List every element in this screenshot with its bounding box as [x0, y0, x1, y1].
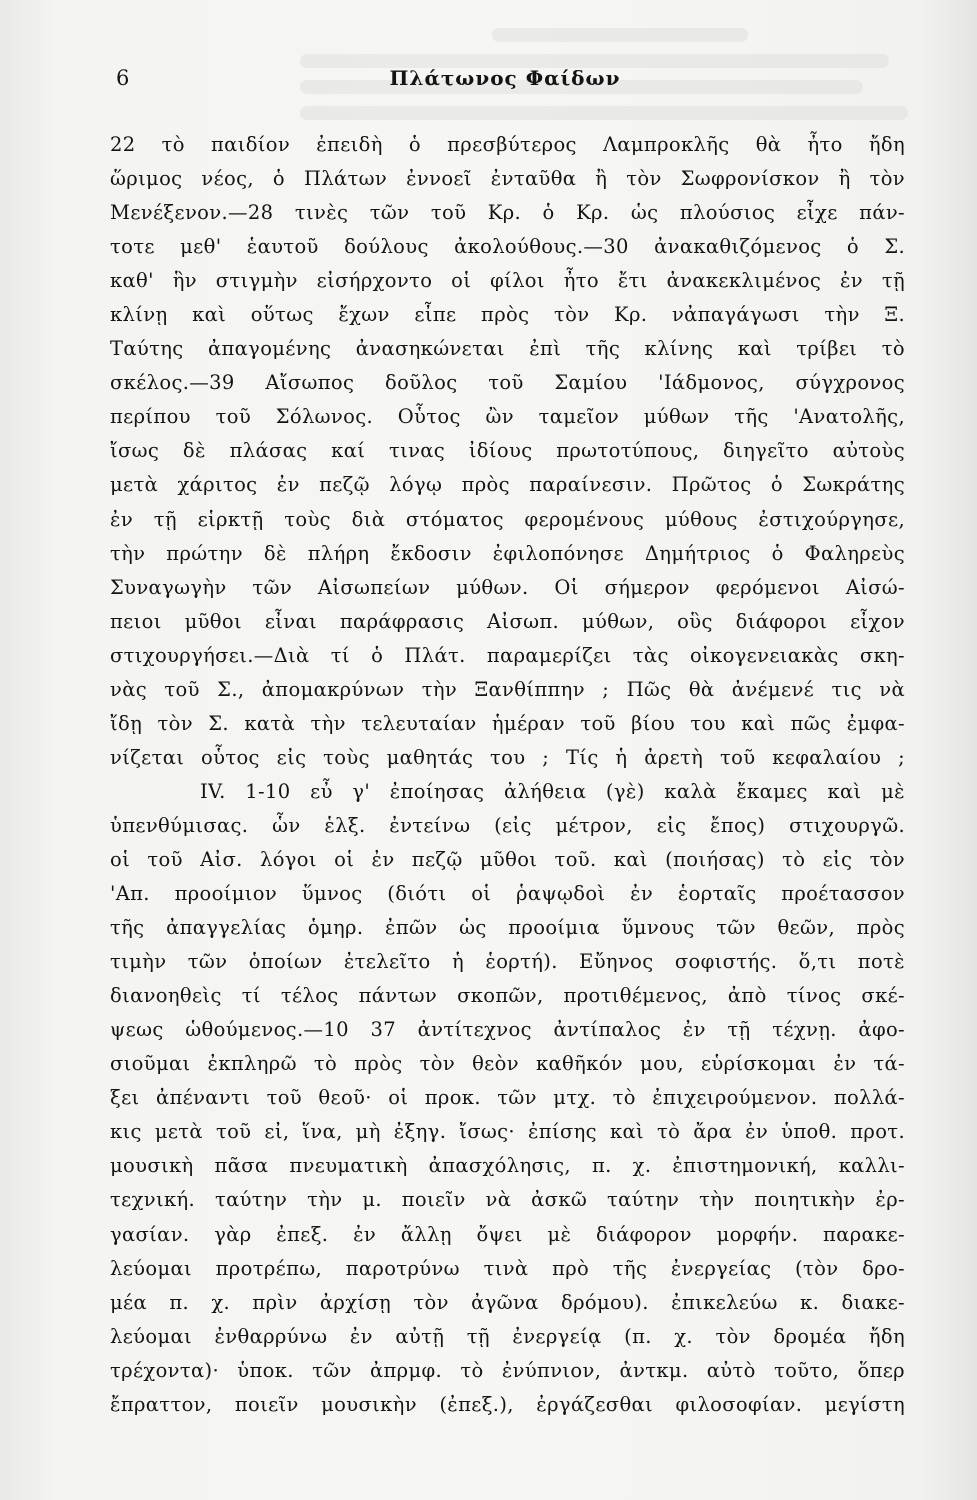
commentary-text — [110, 128, 905, 1448]
text-line: τοτε μεθ' ἑαυτοῦ δούλους ἀκολούθους.—30 ἀνακαθιζόμενος ὁ Σ. — [110, 235, 905, 259]
text-line: κλίνῃ καὶ οὕτως ἔχων εἶπε πρὸς τὸν Κρ. νἀπαγάγωσι τὴν Ξ. — [110, 303, 905, 327]
text-line: μουσικὴ πᾶσα πνευματικὴ ἀπασχόλησις, π. χ. ἐπιστημονική, καλλι- — [110, 1154, 905, 1178]
text-line: Συναγωγὴν τῶν Αἰσωπείων μύθων. Οἱ σήμερον φερόμενοι Αἰσώ- — [110, 575, 905, 599]
text-line: τεχνική. ταύτην τὴν μ. ποιεῖν νὰ ἀσκῶ ταύτην τὴν ποιητικὴν ἐρ- — [110, 1188, 905, 1212]
text-line: καθ' ἣν στιγμὴν εἰσήρχοντο οἱ φίλοι ἦτο ἔτι ἀνακεκλιμένος ἐν τῇ — [110, 269, 905, 293]
text-line: γασίαν. γὰρ ἐπεξ. ἐν ἄλλῃ ὄψει μὲ διάφορον μορφήν. παρακε- — [110, 1222, 905, 1246]
text-line: ἐν τῇ εἱρκτῇ τοὺς διὰ στόματος φερομένους μύθους ἐστιχούργησε, — [110, 507, 905, 531]
text-line: 'Απ. προοίμιον ὕμνος (διότι οἱ ῥαψῳδοὶ ἐν ἑορταῖς προέτασσον — [110, 882, 905, 906]
text-line: ἴδῃ τὸν Σ. κατὰ τὴν τελευταίαν ἡμέραν τοῦ βίου του καὶ πῶς ἐμφα- — [110, 711, 905, 735]
section-start-line: IV. 1-10 εὖ γ' ἐποίησας ἀλήθεια (γὲ) καλὰ ἔκαμες καὶ μὲ — [200, 779, 905, 803]
page-header — [110, 66, 900, 100]
text-line: σιοῦμαι ἐκπληρῶ τὸ πρὸς τὸν θεὸν καθῆκόν μου, εὑρίσκομαι ἐν τά- — [110, 1052, 905, 1076]
text-line: στιχουργήσει.—Διὰ τί ὁ Πλάτ. παραμερίζει τὰς οἰκογενειακὰς σκη- — [110, 643, 905, 667]
text-line: νίζεται οὗτος εἰς τοὺς μαθητάς του ; Τίς ἡ ἀρετὴ τοῦ κεφαλαίου ; — [110, 745, 905, 769]
text-line: πειοι μῦθοι εἶναι παράφρασις Αἰσωπ. μύθων, οὓς διάφοροι εἶχον — [110, 609, 905, 633]
text-line: μέα π. χ. πρὶν ἀρχίσῃ τὸν ἀγῶνα δρόμου). ἐπικελεύω κ. διακε- — [110, 1290, 905, 1314]
text-line: Μενέξενον.—28 τινὲς τῶν τοῦ Κρ. ὁ Κρ. ὡς πλούσιος εἶχε πάν- — [110, 201, 905, 225]
text-line: τὴν πρώτην δὲ πλήρη ἔκδοσιν ἐφιλοπόνησε Δημήτριος ὁ Φαληρεὺς — [110, 541, 905, 565]
text-line: ἴσως δὲ πλάσας καί τινας ἰδίους πρωτοτύπους, διηγεῖτο αὐτοὺς — [110, 439, 905, 463]
text-line: διανοηθεὶς τί τέλος πάντων σκοπῶν, προτιθέμενος, ἀπὸ τίνος σκέ- — [110, 984, 905, 1008]
page-number: 6 — [116, 66, 130, 90]
text-line: Ταύτης ἀπαγομένης ἀνασηκώνεται ἐπὶ τῆς κλίνης καὶ τρίβει τὸ — [110, 337, 905, 361]
text-line: ξει ἀπέναντι τοῦ θεοῦ· οἱ προκ. τῶν μτχ. τὸ ἐπιχειρούμενον. πολλά- — [110, 1086, 905, 1110]
text-line: λεύομαι ἐνθαρρύνω ἐν αὐτῇ τῇ ἐνεργείᾳ (π. χ. τὸν δρομέα ἤδη — [110, 1324, 905, 1348]
text-line: περίπου τοῦ Σόλωνος. Οὗτος ὢν ταμεῖον μύθων τῆς 'Ανατολῆς, — [110, 405, 905, 429]
text-line: τιμὴν τῶν ὁποίων ἐτελεῖτο ἡ ἑορτή). Εὔηνος σοφιστής. ὅ,τι ποτὲ — [110, 950, 905, 974]
text-line: ὥριμος νέος, ὁ Πλάτων ἐννοεῖ ἐνταῦθα ἢ τὸν Σωφρονίσκον ἢ τὸν — [110, 167, 905, 191]
text-line: λεύομαι προτρέπω, παροτρύνω τινὰ πρὸ τῆς ἐνεργείας (τὸν δρο- — [110, 1256, 905, 1280]
running-title: Πλάτωνος Φαίδων — [389, 66, 621, 90]
text-line: 22 τὸ παιδίον ἐπειδὴ ὁ πρεσβύτερος Λαμπροκλῆς θὰ ἦτο ἤδη — [110, 133, 905, 156]
text-line: μετὰ χάριτος ἐν πεζῷ λόγῳ πρὸς παραίνεσιν. Πρῶτος ὁ Σωκράτης — [110, 473, 905, 497]
text-line: σκέλος.—39 Αἴσωπος δοῦλος τοῦ Σαμίου 'Ιάδμονος, σύγχρονος — [110, 371, 905, 395]
text-line: οἱ τοῦ Αἰσ. λόγοι οἱ ἐν πεζῷ μῦθοι τοῦ. καὶ (ποιήσας) τὸ εἰς τὸν — [110, 847, 905, 871]
text-line: ψεως ὡθούμενος.—10 37 ἀντίτεχνος ἀντίπαλος ἐν τῇ τέχνῃ. ἀφο- — [110, 1018, 905, 1042]
text-line: νὰς τοῦ Σ., ἀπομακρύνων τὴν Ξανθίππην ; Πῶς θὰ ἀνέμενέ τις νὰ — [110, 677, 905, 701]
text-line: ἔπραττον, ποιεῖν μουσικὴν (ἐπεξ.), ἐργάζεσθαι φιλοσοφίαν. μεγίστη — [110, 1392, 905, 1416]
text-line: τρέχοντα)· ὑποκ. τῶν ἀπρμφ. τὸ ἐνύπνιον, ἀντκμ. αὐτὸ τοῦτο, ὅπερ — [110, 1358, 905, 1382]
text-line: τῆς ἀπαγγελίας ὁμηρ. ἐπῶν ὡς προοίμια ὕμνους τῶν θεῶν, πρὸς — [110, 916, 905, 940]
text-line: ὑπενθύμισας. ὧν ἑλξ. ἐντείνω (εἰς μέτρον, εἰς ἔπος) στιχουργῶ. — [110, 813, 905, 837]
text-line: κις μετὰ τοῦ εἰ, ἵνα, μὴ ἐξηγ. ἴσως· ἐπίσης καὶ τὸ ἄρα ἐν ὑποθ. προτ. — [110, 1120, 905, 1144]
